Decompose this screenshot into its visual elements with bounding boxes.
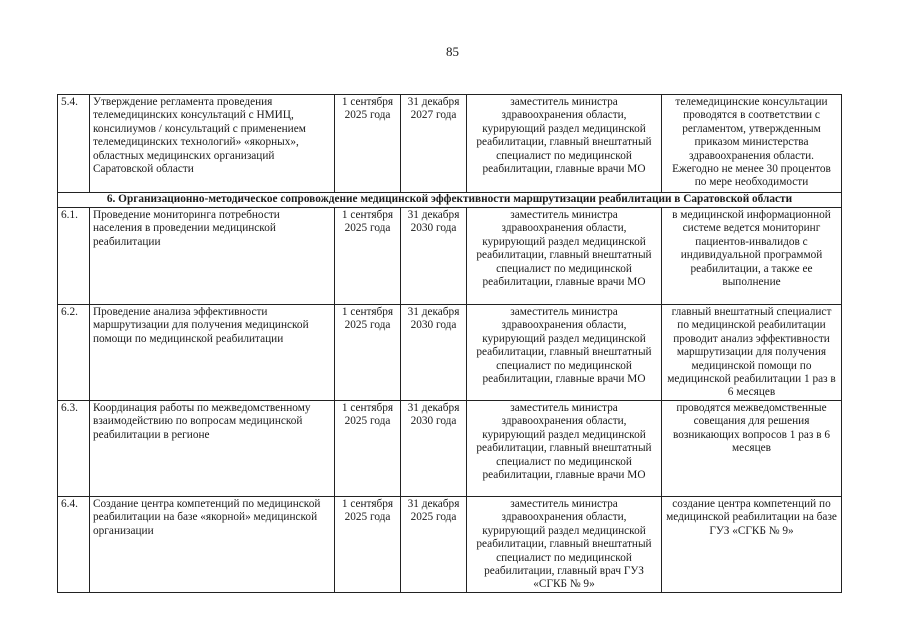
section-header-row <box>58 193 842 208</box>
task-cell: Проведение мониторинга потребности населения в проведении медицинской реабилитации <box>90 208 335 305</box>
start-date-cell: 1 сентября 2025 года <box>335 95 401 193</box>
result-cell: в медицинской информационной системе ведется мониторинг пациентов-инвалидов с индивидуальной программой реабилитации, а также ее выполнение <box>662 208 842 305</box>
responsible-cell: заместитель министра здравоохранения области, курирующий раздел медицинской реабилитации, главный внештатный специалист по медицинской реабилитации, главные врачи МО <box>467 305 662 401</box>
task-cell: Координация работы по межведомственному взаимодействию по вопросам медицинской реабилитации в регионе <box>90 401 335 497</box>
page-number: 85 <box>446 44 459 59</box>
table-row <box>58 401 842 497</box>
responsible-cell: заместитель министра здравоохранения области, курирующий раздел медицинской реабилитации, главный внештатный специалист по медицинской реабилитации, главные врачи МО <box>467 401 662 497</box>
row-number: 6.4. <box>58 497 90 593</box>
section-header: 6. Организационно-методическое сопровождение медицинской эффективности маршрутизации реабилитации в Саратовской области <box>58 193 842 208</box>
row-number: 6.1. <box>58 208 90 305</box>
task-cell: Утверждение регламента проведения телемедицинских консультаций с НМИЦ, консилиумов / консультаций с применением телемедицинских технологий» «якорных», областных медицинских организаций Саратовской области <box>90 95 335 193</box>
start-date-cell: 1 сентября 2025 года <box>335 401 401 497</box>
task-cell: Проведение анализа эффективности маршрутизации для получения медицинской помощи по медицинской реабилитации <box>90 305 335 401</box>
end-date-cell: 31 декабря 2030 года <box>401 208 467 305</box>
result-cell: проводятся межведомственные совещания для решения возникающих вопросов 1 раз в 6 месяцев <box>662 401 842 497</box>
end-date-cell: 31 декабря 2027 года <box>401 95 467 193</box>
start-date-cell: 1 сентября 2025 года <box>335 305 401 401</box>
start-date-cell: 1 сентября 2025 года <box>335 208 401 305</box>
table-row <box>58 208 842 305</box>
responsible-cell: заместитель министра здравоохранения области, курирующий раздел медицинской реабилитации, главный внештатный специалист по медицинской реабилитации, главные врачи МО <box>467 208 662 305</box>
table-row <box>58 305 842 401</box>
row-number: 6.2. <box>58 305 90 401</box>
end-date-cell: 31 декабря 2025 года <box>401 497 467 593</box>
start-date-cell: 1 сентября 2025 года <box>335 497 401 593</box>
responsible-cell: заместитель министра здравоохранения области, курирующий раздел медицинской реабилитации, главный внештатный специалист по медицинской реабилитации, главные врачи МО <box>467 95 662 193</box>
responsible-cell: заместитель министра здравоохранения области, курирующий раздел медицинской реабилитации, главный внештатный специалист по медицинской реабилитации, главный врач ГУЗ «СГКБ № 9» <box>467 497 662 593</box>
task-cell: Создание центра компетенций по медицинской реабилитации на базе «якорной» медицинской организации <box>90 497 335 593</box>
end-date-cell: 31 декабря 2030 года <box>401 305 467 401</box>
table-row <box>58 95 842 193</box>
row-number: 5.4. <box>58 95 90 193</box>
action-plan-table <box>57 94 842 593</box>
row-number: 6.3. <box>58 401 90 497</box>
result-cell: создание центра компетенций по медицинской реабилитации на базе ГУЗ «СГКБ № 9» <box>662 497 842 593</box>
table-row <box>58 497 842 593</box>
result-cell: главный внештатный специалист по медицинской реабилитации проводит анализ эффективности маршрутизации для получения медицинской помощи по медицинской реабилитации 1 раз в 6 месяцев <box>662 305 842 401</box>
result-cell: телемедицинские консультации проводятся в соответствии с регламентом, утвержденным приказом министерства здравоохранения области. Ежегодно не менее 30 процентов по мере необходимости <box>662 95 842 193</box>
end-date-cell: 31 декабря 2030 года <box>401 401 467 497</box>
